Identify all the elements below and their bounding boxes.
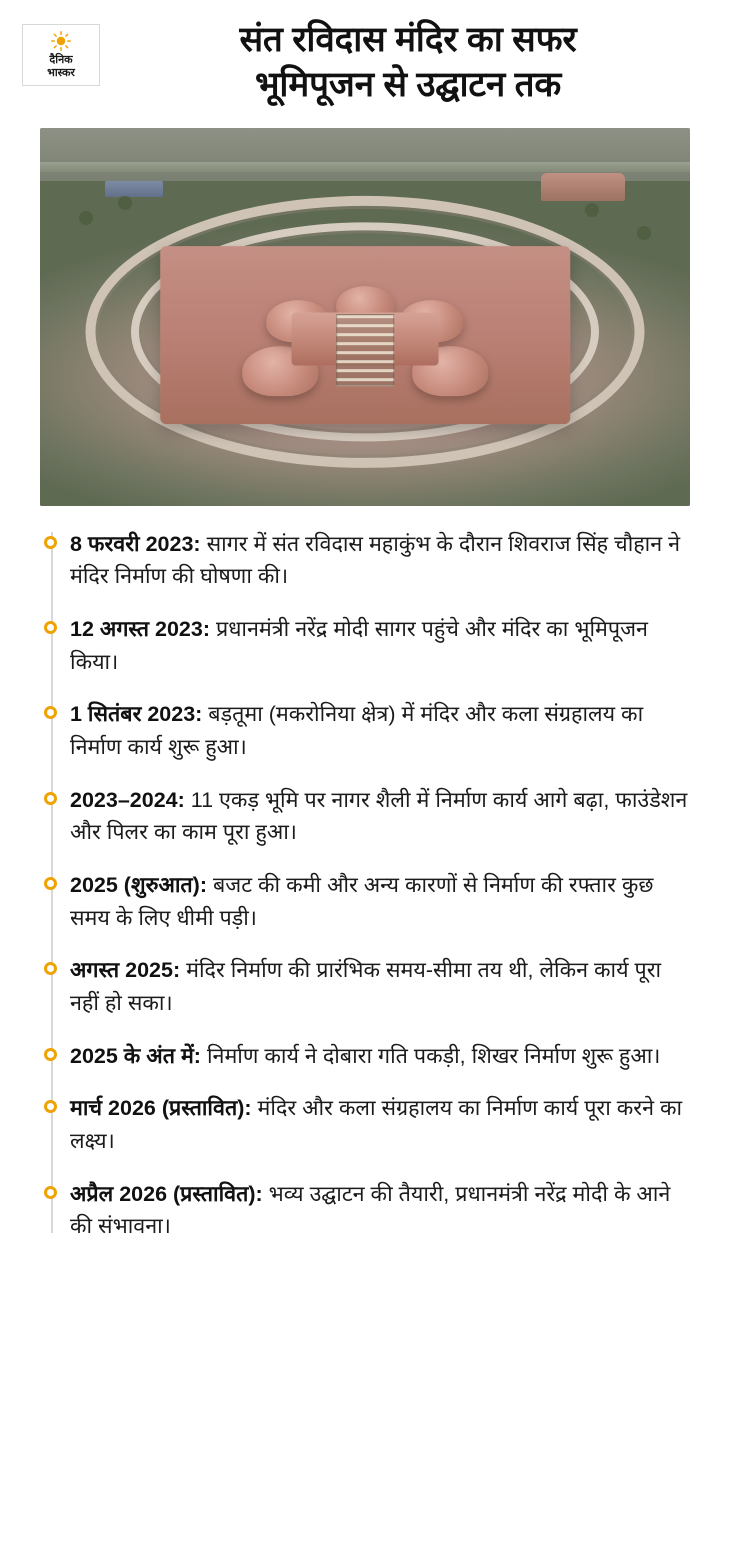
hero-temple-plinth: [160, 247, 570, 425]
timeline-bullet-icon: [44, 706, 57, 719]
timeline-bullet-icon: [44, 962, 57, 975]
brand-name-line2: भास्कर: [47, 66, 75, 79]
timeline-entry-label: 2023–2024:: [70, 787, 185, 812]
timeline-entry-text: [70, 869, 690, 934]
hero-road: [40, 162, 690, 172]
timeline-entry-text: [70, 1092, 690, 1157]
headline-line-1: संत रविदास मंदिर का सफर: [239, 20, 577, 59]
timeline-entry-body: बड़तूमा (मकरोनिया क्षेत्र) में मंदिर और कला संग्रहालय का निर्माण कार्य शुरू हुआ।: [70, 702, 644, 759]
brand-name-line1: दैनिक: [49, 54, 73, 67]
list-item: [70, 1092, 690, 1157]
hero-tree: [79, 211, 93, 225]
timeline-entry-body: भव्य उद्घाटन की तैयारी, प्रधानमंत्री नरेंद्र मोदी के आने की संभावना।: [70, 1181, 671, 1239]
timeline-entry-text: [70, 528, 690, 593]
timeline-entry-label: अप्रैल 2026 (प्रस्तावित):: [70, 1181, 263, 1206]
list-item: [70, 1040, 690, 1073]
timeline-entry-body: बजट की कमी और अन्य कारणों से निर्माण की रफ्तार कुछ समय के लिए धीमी पड़ी।: [70, 872, 654, 930]
timeline-entry-text: [70, 1178, 690, 1243]
timeline-entry-text: [70, 613, 690, 678]
list-item: [70, 869, 690, 934]
timeline-bullet-icon: [44, 792, 57, 805]
timeline-entry-body: मंदिर और कला संग्रहालय का निर्माण कार्य पूरा करने का लक्ष्य।: [70, 1096, 683, 1153]
brand-logo: [22, 24, 100, 86]
timeline-entry-label: 2025 (शुरुआत):: [70, 872, 207, 897]
timeline-entry-body: निर्माण कार्य ने दोबारा गति पकड़ी, शिखर निर्माण शुरू हुआ।: [200, 1043, 661, 1068]
timeline-bullet-icon: [44, 877, 57, 890]
list-item: [70, 613, 690, 678]
timeline: [40, 528, 690, 1243]
timeline-entry-text: [70, 1040, 690, 1073]
list-item: [70, 1178, 690, 1243]
headline-line-2: भूमिपूजन से उद्घाटन तक: [254, 64, 562, 104]
timeline-entry-label: 8 फरवरी 2023:: [70, 531, 201, 556]
list-item: [70, 954, 690, 1019]
list-item: [70, 698, 690, 763]
timeline-entry-label: 1 सितंबर 2023:: [70, 702, 203, 727]
sun-icon: [51, 31, 71, 51]
timeline-entry-label: 2025 के अंत में:: [70, 1043, 201, 1068]
header: [0, 0, 730, 114]
timeline-entry-label: अगस्त 2025:: [70, 958, 181, 983]
timeline-entry-body: मंदिर निर्माण की प्रारंभिक समय-सीमा तय थी, लेकिन कार्य पूरा नहीं हो सका।: [70, 958, 662, 1015]
timeline-bullet-icon: [44, 1186, 57, 1199]
page-title: [100, 18, 706, 108]
list-item: [70, 784, 690, 849]
hero-far-shed: [105, 181, 163, 197]
timeline-entry-body: प्रधानमंत्री नरेंद्र मोदी सागर पहुंचे और मंदिर का भूमिपूजन किया।: [70, 616, 648, 674]
timeline-bullet-icon: [44, 621, 57, 634]
timeline-entry-text: [70, 698, 690, 763]
hero-scaffolding: [336, 314, 394, 386]
timeline-entry-body: 11 एकड़ भूमि पर नागर शैली में निर्माण कार्य आगे बढ़ा, फाउंडेशन और पिलर का काम पूरा हुआ।: [70, 787, 688, 845]
timeline-bullet-icon: [44, 536, 57, 549]
timeline-entry-label: मार्च 2026 (प्रस्तावित):: [70, 1096, 252, 1121]
hero-tree: [118, 196, 132, 210]
timeline-bullet-icon: [44, 1048, 57, 1061]
timeline-entry-body: सागर में संत रविदास महाकुंभ के दौरान शिवराज सिंह चौहान ने मंदिर निर्माण की घोषणा की।: [70, 531, 681, 589]
timeline-entry-text: [70, 784, 690, 849]
hero-tree: [637, 226, 651, 240]
list-item: [70, 528, 690, 593]
timeline-entry-text: [70, 954, 690, 1019]
hero-image: [40, 128, 690, 506]
timeline-entry-label: 12 अगस्त 2023:: [70, 616, 210, 641]
hero-far-building: [541, 173, 625, 201]
timeline-bullet-icon: [44, 1100, 57, 1113]
